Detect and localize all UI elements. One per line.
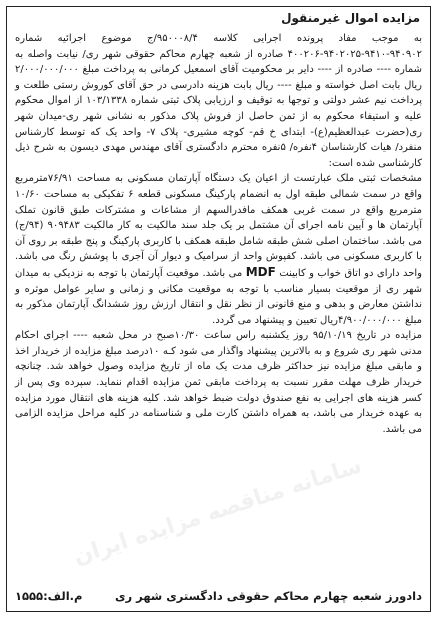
watermark: سامانه مناقصه مزایده ایران — [70, 453, 365, 570]
issuing-office: دادورز شعبه چهارم محاکم حقوقی دادگستری شهر ری — [115, 589, 422, 603]
notice-code: م.الف:۱۵۵۵ — [15, 589, 83, 603]
notice-footer — [15, 586, 422, 606]
paragraph-case-details: به موجب مفاد پرونده اجرایی کلاسه ۹۵۰۰۰۸/۴/ج موضوع اجرائیه شماره ۹۴۰۹۰۲-۹۴۱۰-۹۴۰۲۰۲۵-۴۰۰۲۰۶ صادره از شعبه چهارم محاکم حقوقی شهر ری/ نیابت واصله به شماره ---- صادره از ---- دایر بر محکومیت آقای اسمعیل کرمانی به پرداخت مبلغ ۲/۰۰۰/۰۰۰/۰۰۰ ریال بابت اصل خواسته و مبلغ ---- ریال بابت هزینه دادرسی در حق آقای کوروش رستی طلعت و پرداخت نیم عشر دولتی و توجها به توقیف و ارزیابی پلاک ثبتی شماره ۱۰۳/۱۳۳۸ از اموال محکوم علیه و استیفاء محکوم به از ثمن حاصل از فروش پلاک مذکور به نشانی شهر ری-میدان شهر ری(حضرت عبدالعظیم(ع)- ابتدای خ قم- کوچه مشیری- پلاک ۷- واحد یک که توسط کارشناس منفرد/ هیات کارشناسان ۴نفره/ ۵نفره محترم دادگستری آقای مهندس مهدی دیسون به شرح ذیل کارشناسی شده است: — [15, 33, 422, 169]
notice-title: مزایده اموال غیرمنقول — [281, 11, 420, 25]
mdf-highlight: MDF — [245, 264, 276, 279]
paragraph-auction-terms: مزایده در تاریخ ۹۵/۱۰/۱۹ روز یکشنبه راس ساعت ۱۰/۳۰صبح در محل شعبه ---- اجرای احکام مدنی شهر ری شروع و به بالاترین پیشنهاد واگذار می شود کـه ۱۰درصد مبلغ مزایده از خریدار اخذ و مابقی مبلغ مزایده نیز حداکثر ظرف مدت یک ماه از تاریخ مزایده وصول خواهد شد. چنانچه خریدار ظرف مهلت مقرر نسبت به پرداخت مابقی ثمن مزایده اقدام ننماید. سپرده وی پس از کسر هزینه های اجرایی به نفع صندوق دولت ضبط خواهد شد. کلیه هزینه های انتقال مورد مزایده به عهده خریدار می باشد، به همراه داشتن کارت ملی و شناسنامه در کلیه مراحل مزایده الزامی می باشد. — [15, 330, 423, 435]
property-valuation-text: می باشد. موقعیت آپارتمان با توجه به نزدیکی به میدان شهر ری از موقعیت بسیار مناسب با توجه به موقعیت مکانی و زمانی و سایر عوامل موثره و نداشتن معارض و بدهی و منع قانونی از نظر نقل و انتقال ارزش روز ششدانگ آپارتمان مذکور به مبلغ ۴/۹۰۰/۰۰۰/۰۰۰ریال تعیین و پیشنهاد می گردد. — [15, 267, 422, 326]
notice-body — [15, 31, 422, 437]
property-specs-text: مشخصات ثبتی ملک عبارتست از اعیان یک دستگاه آپارتمان مسکونی به مساحت ۷۶/۹۱مترمربع واقع در سمت شمالی طبقه اول به انضمام پارکینگ مسکونی قطعه ۶ تفکیکی به مساحت ۱۰/۶۰ مترمربع واقع در سمت غربی همکف مافدرالسهم از مشاعات و مشترکات طبق قانون تملک آپارتمان ها و آیین نامه اجرای آن مشتمل بر یک جلد سند مالکیت به کار مالکیت ۹۰۹۴۸۳ (۹۴/ج) می باشد. ساختمان اصلی شش طبقه شامل طبقه همکف با کاربری پارکینگ و پنج طبقه بر روی آن با کاربری مسکونی می باشد. کفپوش واحد از سرامیک و دیوار آن آجری با پوشش رنگ می باشد. واحد دارای دو اتاق خواب و کابینت — [15, 173, 422, 279]
paragraph-property-specs — [15, 171, 422, 328]
auction-notice — [6, 6, 431, 612]
